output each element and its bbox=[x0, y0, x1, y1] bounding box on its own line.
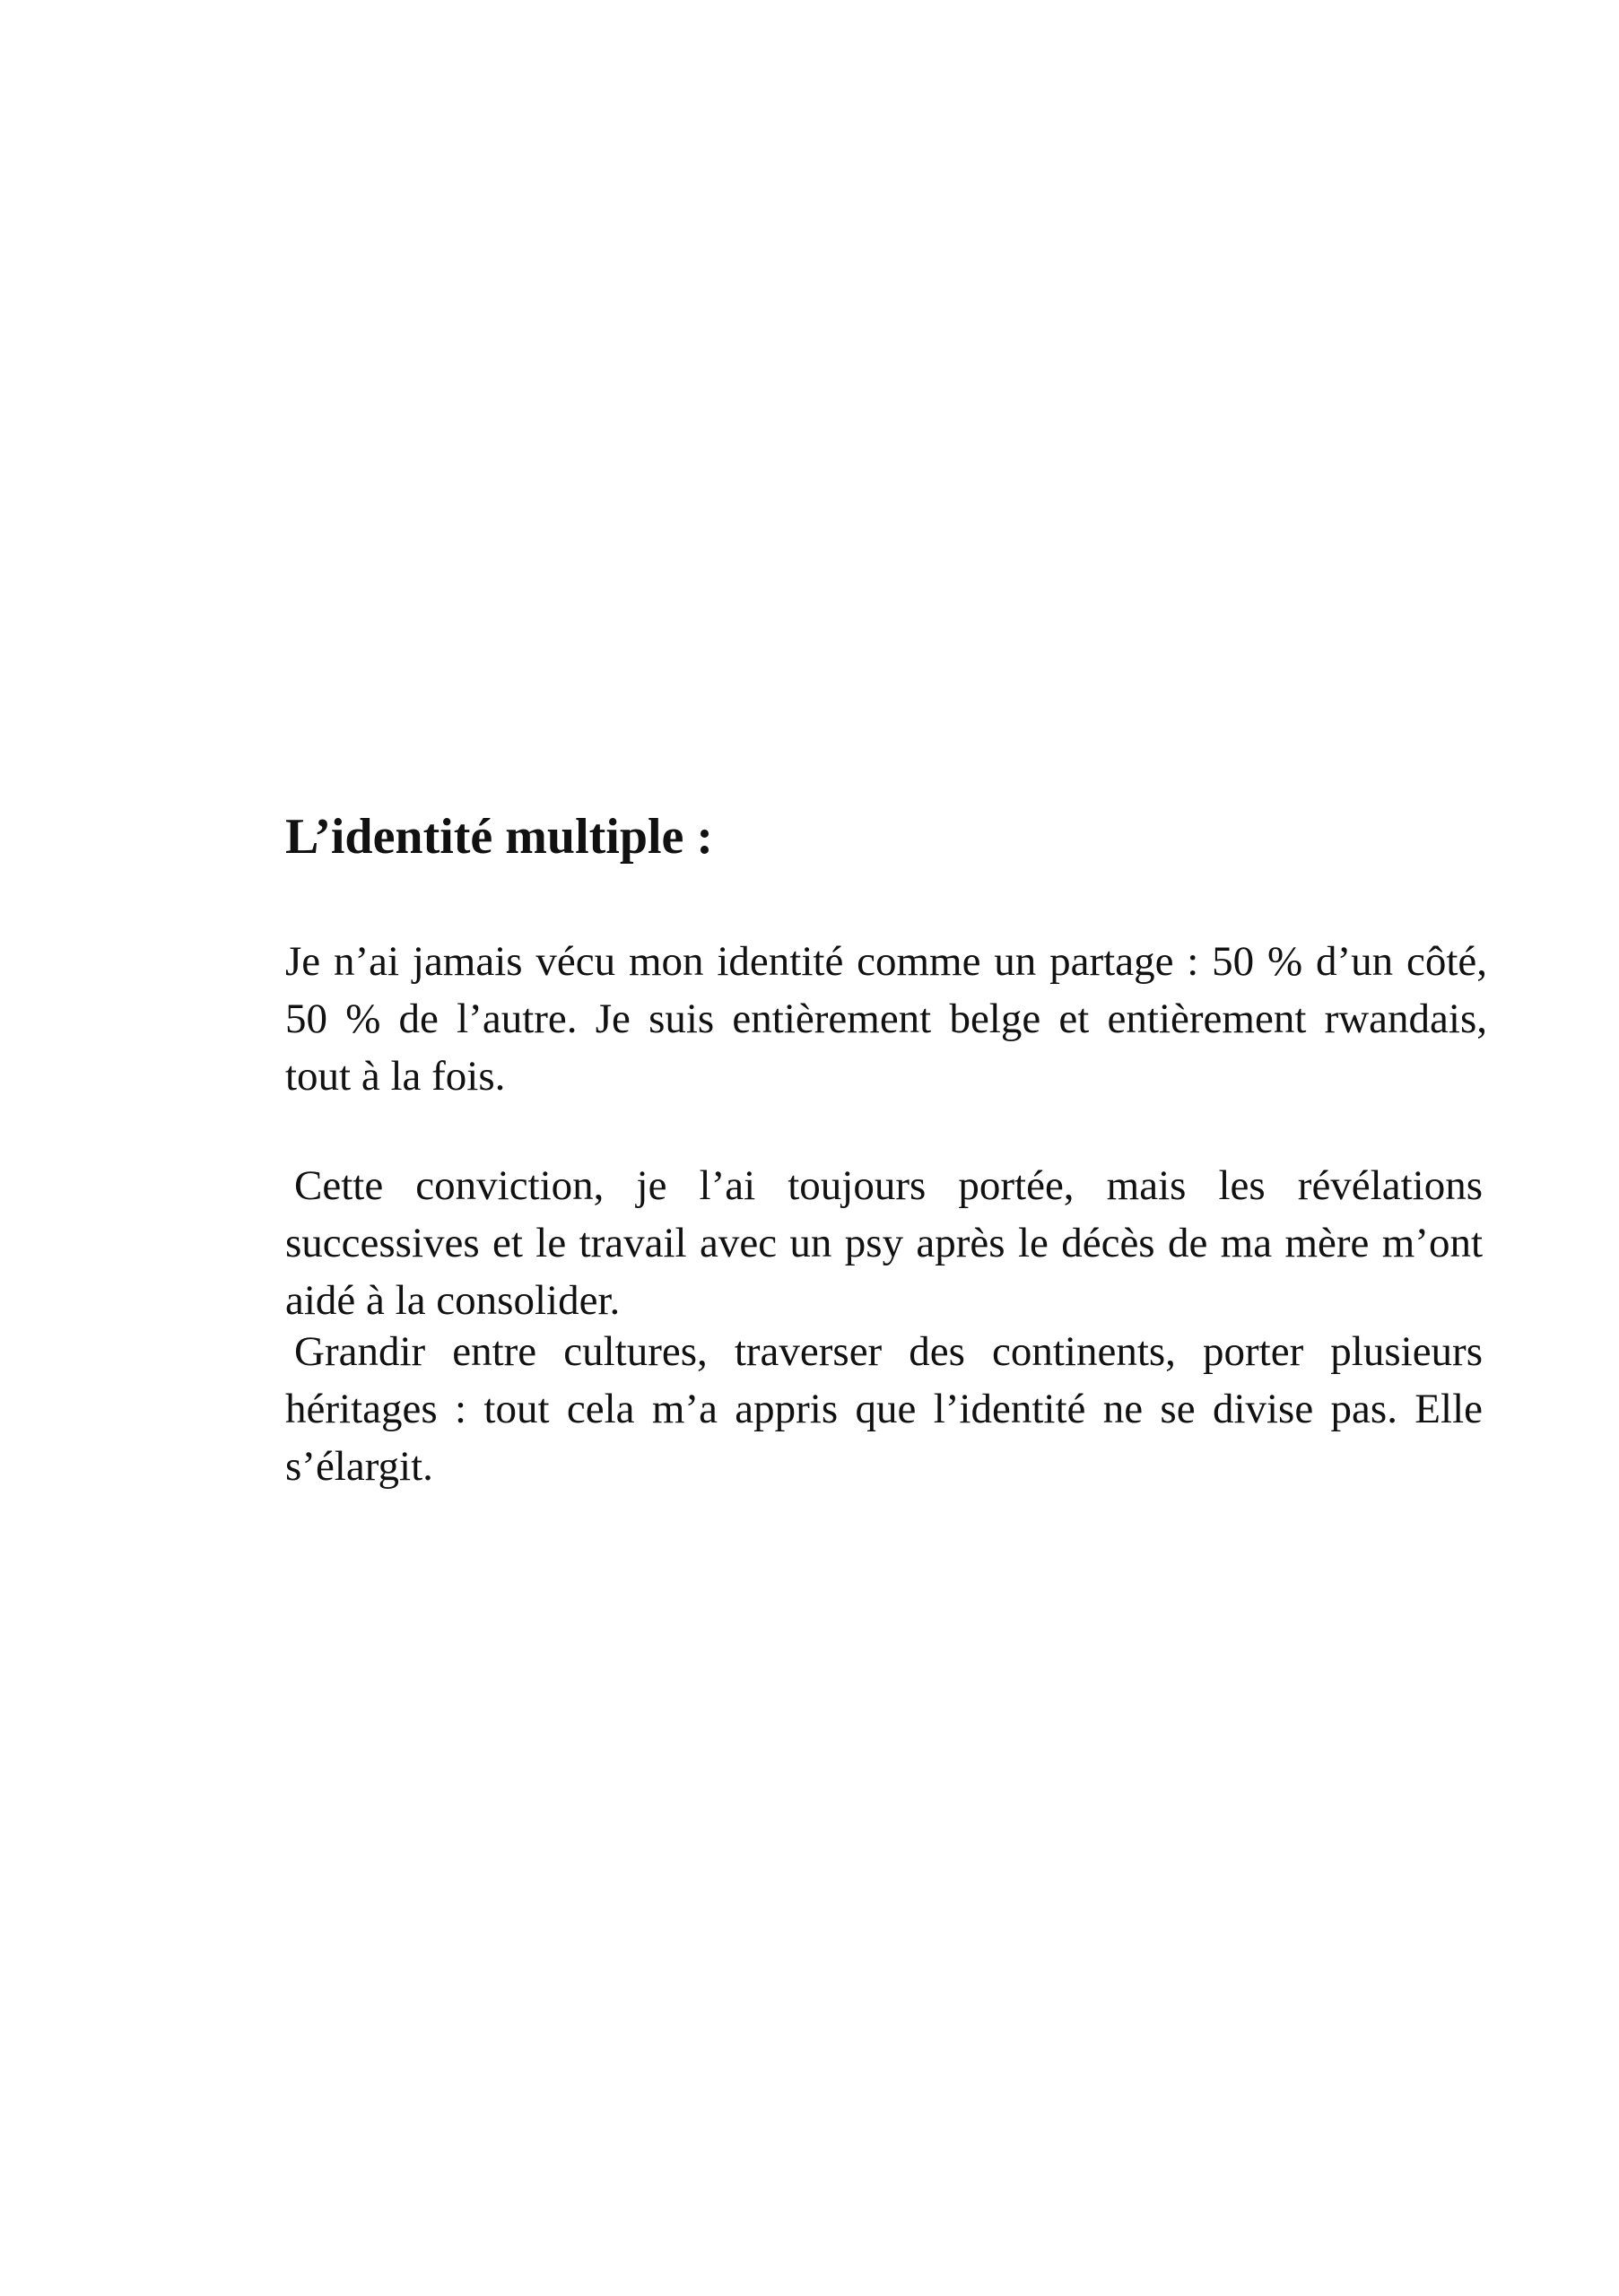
paragraph-growing-up: Grandir entre cultures, traverser des continents, porter plusieurs héritages : tout cela m’a appris que l’identité ne se divise pas. Elle s’élargit. bbox=[285, 1328, 1483, 1490]
paragraph-identity-share: Je n’ai jamais vécu mon identité comme un partage : 50 % d’un côté, 50 % de l’autre. Je suis entièrement belge et entièrement rwandais, tout à la fois. bbox=[285, 938, 1487, 1100]
paragraph-conviction: Cette conviction, je l’ai toujours portée, mais les révélations successives et le travail avec un psy après le décès de ma mère m’ont aidé à la consolider. bbox=[285, 1162, 1483, 1324]
section-heading: L’identité multiple : bbox=[285, 809, 714, 865]
